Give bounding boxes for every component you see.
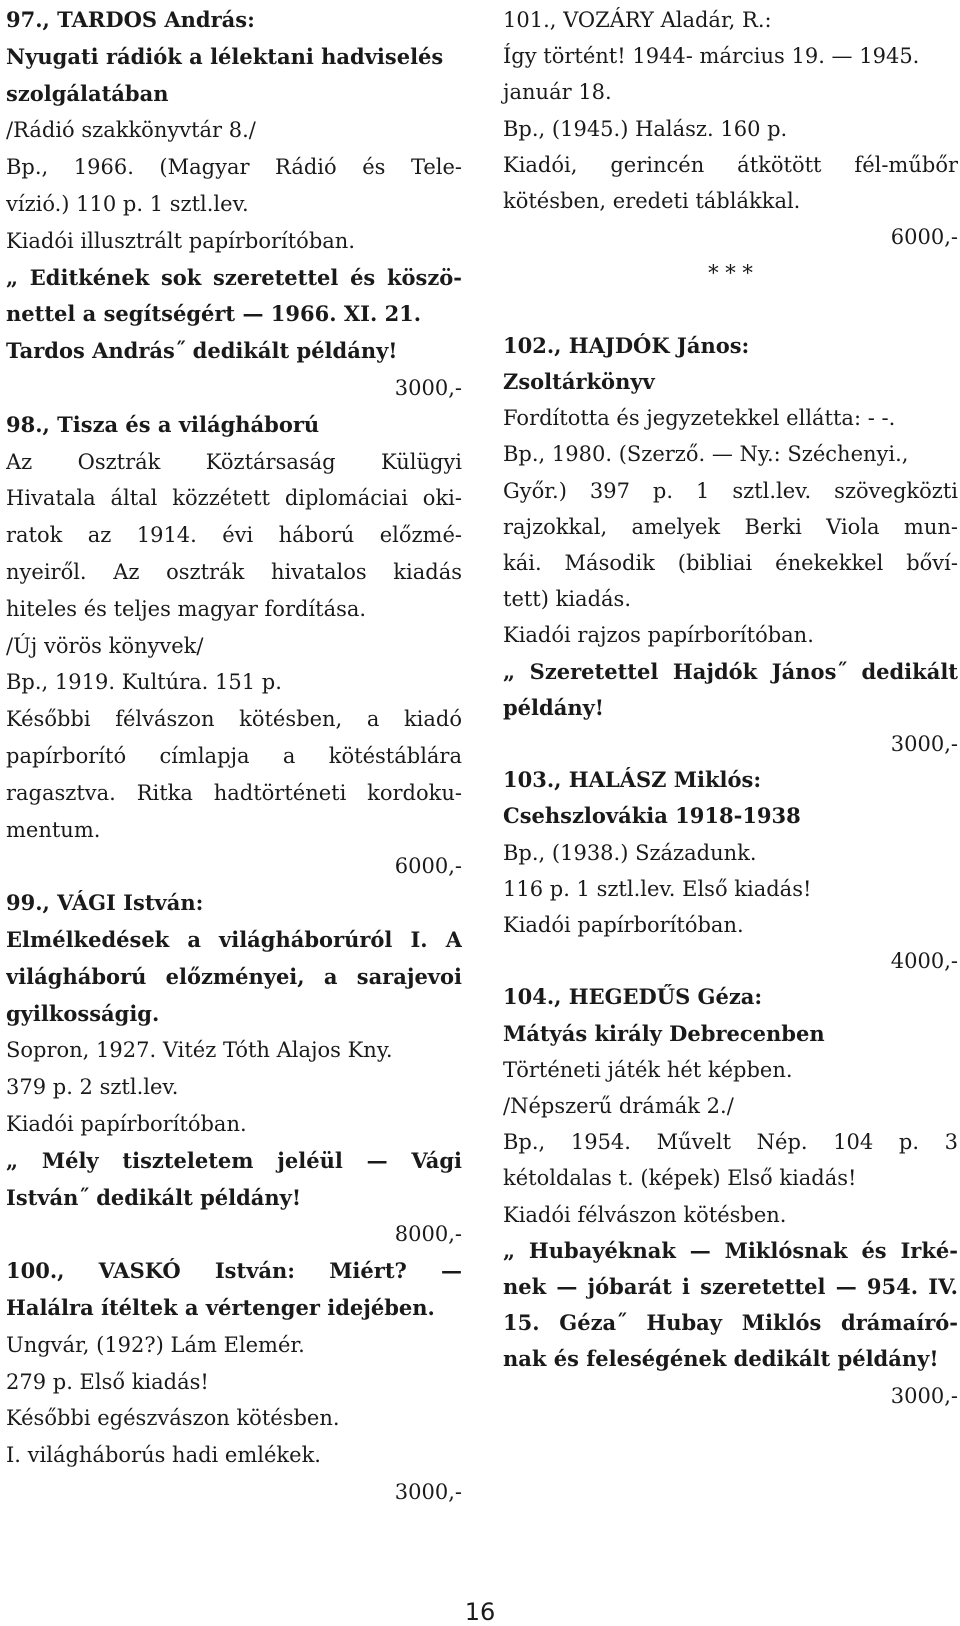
text-line: Győr.) 397 p. 1 sztl.lev. szövegközti <box>503 478 958 503</box>
text-line: gyilkosságig. <box>6 1000 160 1026</box>
text-line: rajzokkal, amelyek Berki Viola mun- <box>503 514 958 539</box>
text-line: példány! <box>503 694 605 720</box>
price: 3000,- <box>890 732 958 756</box>
text-line: 102., HAJDÓK János: <box>503 332 750 358</box>
text-line: Kiadói papírborítóban. <box>503 913 744 937</box>
text-line: kái. Második (bibliai énekekkel bőví- <box>503 551 958 575</box>
text-line: Kiadói illusztrált papírborítóban. <box>6 228 355 253</box>
text-line: Ungvár, (192?) Lám Elemér. <box>6 1332 305 1357</box>
text-line: Későbbi félvászon kötésben, a kiadó <box>6 707 462 732</box>
text-line: nak és feleségének dedikált példány! <box>503 1346 939 1372</box>
text-line: kötésben, eredeti táblákkal. <box>503 189 801 213</box>
text-line: Későbbi egészvászon kötésben. <box>6 1406 340 1431</box>
text-line: mentum. <box>6 817 101 842</box>
text-line: 99., VÁGI István: <box>6 890 204 916</box>
text-line: Kiadói rajzos papírborítóban. <box>503 623 814 648</box>
text-line: Kiadói papírborítóban. <box>6 1112 247 1136</box>
text-line: „ Editkének sok szeretettel és köszö- <box>6 264 462 290</box>
text-line: * * * <box>708 261 753 286</box>
price: 6000,- <box>394 854 462 879</box>
text-line: Halálra ítéltek a vértenger idejében. <box>6 1295 435 1320</box>
text-line: ratok az 1914. évi háború előzmé- <box>6 523 462 548</box>
price: 3000,- <box>394 376 462 400</box>
text-line: Kiadói, gerincén átkötött fél-műbőr <box>503 152 958 177</box>
text-line: /Új vörös könyvek/ <box>6 633 204 658</box>
text-line: vízió.) 110 p. 1 sztl.lev. <box>6 192 249 216</box>
text-line: István˝ dedikált példány! <box>6 1184 302 1210</box>
text-line: Zsoltárkönyv <box>503 369 655 394</box>
text-line: 101., VOZÁRY Aladár, R.: <box>503 8 772 32</box>
text-line: „ Szeretettel Hajdók János˝ dedikált <box>503 658 958 684</box>
text-line: „ Mély tiszteletem jeléül — Vági <box>6 1147 462 1173</box>
text-line: I. világháborús hadi emlékek. <box>6 1443 321 1468</box>
text-line: Így történt! 1944- március 19. — 1945. <box>503 44 920 69</box>
text-line: „ Hubayéknak — Miklósnak és Irké- <box>503 1237 958 1263</box>
text-line: nettel a segítségért — 1966. XI. 21. <box>6 301 422 327</box>
text-line: Elmélkedések a világháborúról I. A <box>6 927 462 952</box>
text-line: 98., Tisza és a világháború <box>6 411 320 437</box>
text-line: Csehszlovákia 1918-1938 <box>503 803 801 829</box>
text-line: nek — jóbarát i szeretettel — 954. IV. <box>503 1274 958 1299</box>
text-line: Fordította és jegyzetekkel ellátta: - -. <box>503 406 896 431</box>
text-line: hiteles és teljes magyar fordítása. <box>6 596 367 621</box>
text-line: január 18. <box>503 80 612 105</box>
text-line: Az Osztrák Köztársaság Külügyi <box>6 449 462 474</box>
text-line: Bp., (1938.) Századunk. <box>503 840 757 865</box>
page-number: 16 <box>464 1598 496 1626</box>
text-line: papírborító címlapja a kötéstáblára <box>6 744 462 768</box>
text-line: Kiadói félvászon kötésben. <box>503 1202 787 1227</box>
text-line: /Népszerű drámák 2./ <box>503 1094 734 1118</box>
text-line: Bp., 1954. Művelt Nép. 104 p. 3 <box>503 1130 958 1155</box>
text-line: Sopron, 1927. Vitéz Tóth Alajos Kny. <box>6 1038 393 1063</box>
price: 6000,- <box>890 225 958 250</box>
text-line: Bp., 1919. Kultúra. 151 p. <box>6 670 282 695</box>
text-line: 100., VASKÓ István: Miért? — <box>6 1258 462 1284</box>
text-line: /Rádió szakkönyvtár 8./ <box>6 118 256 143</box>
text-line: 379 p. 2 sztl.lev. <box>6 1075 179 1100</box>
text-line: 103., HALÁSZ Miklós: <box>503 767 762 793</box>
text-line: 104., HEGEDŰS Géza: <box>503 984 763 1010</box>
text-line: Mátyás király Debrecenben <box>503 1020 825 1046</box>
text-line: Bp., 1980. (Szerző. — Ny.: Széchenyi., <box>503 442 909 467</box>
text-line: Bp., (1945.) Halász. 160 p. <box>503 116 788 141</box>
text-line: Történeti játék hét képben. <box>503 1057 793 1082</box>
text-line: 116 p. 1 sztl.lev. Első kiadás! <box>503 876 812 901</box>
text-line: szolgálatában <box>6 80 169 106</box>
price: 3000,- <box>890 1383 958 1408</box>
text-line: 279 p. Első kiadás! <box>6 1369 209 1394</box>
text-line: Bp., 1966. (Magyar Rádió és Tele- <box>6 155 462 180</box>
price: 8000,- <box>394 1222 462 1247</box>
text-line: kétoldalas t. (képek) Első kiadás! <box>503 1166 857 1191</box>
text-line <box>503 297 958 323</box>
text-line: 97., TARDOS András: <box>6 7 255 32</box>
text-line: Nyugati rádiók a lélektani hadviselés <box>6 43 444 69</box>
text-line: ragasztva. Ritka hadtörténeti kordoku- <box>6 780 462 805</box>
price: 4000,- <box>890 949 958 974</box>
text-line: nyeiről. Az osztrák hivatalos kiadás <box>6 560 462 584</box>
price: 3000,- <box>394 1480 462 1504</box>
text-line: világháború előzményei, a sarajevoi <box>6 963 462 989</box>
text-line: tett) kiadás. <box>503 587 631 612</box>
text-line: Tardos András˝ dedikált példány! <box>6 338 398 364</box>
text-line: 15. Géza˝ Hubay Miklós drámaíró- <box>503 1310 958 1336</box>
text-line: Hivatala által közzétett diplomáciai oki- <box>6 486 462 511</box>
